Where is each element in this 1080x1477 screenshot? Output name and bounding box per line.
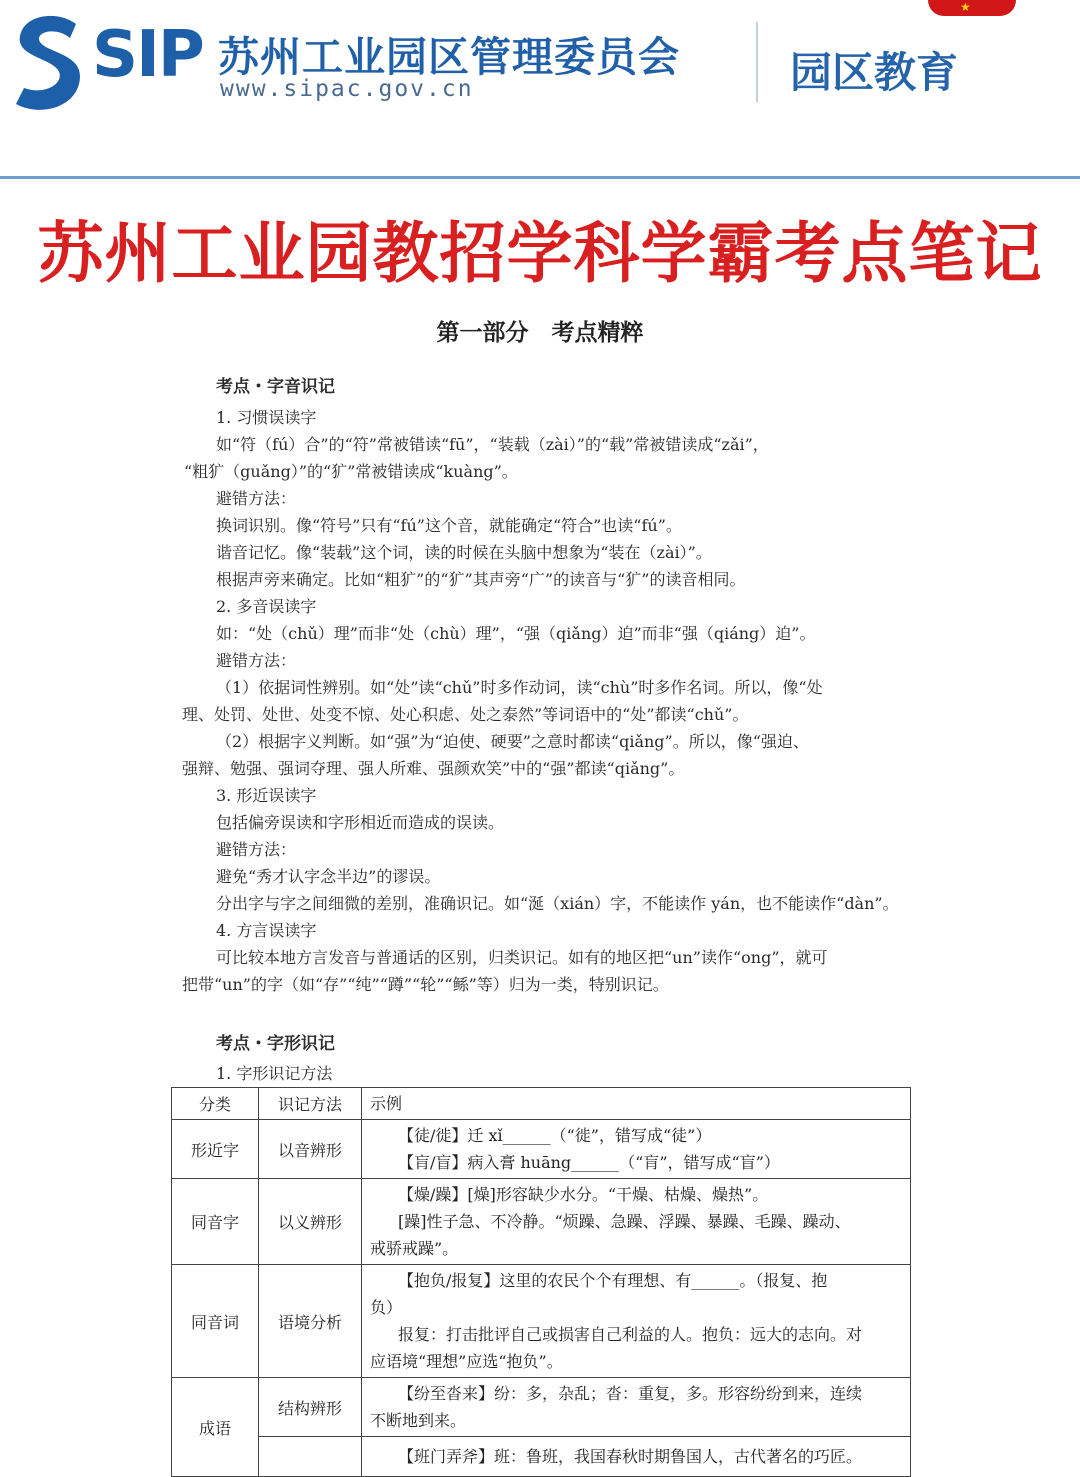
- example-line: 【徒/徙】迁 xǐ______（“徙”，错写成“徒”）: [398, 1126, 712, 1145]
- example-line: [躁]性子急、不冷静。“烦躁、急躁、浮躁、暴躁、毛躁、躁动、: [398, 1212, 851, 1231]
- doc-line: 可比较本地方言发音与普通话的区别，归类识记。如有的地区把“un”读作“ong”，就可: [216, 948, 828, 967]
- example-line: 不断地到来。: [370, 1411, 467, 1430]
- doc-line: 把带“un”的字（如“存”“纯”“蹲”“轮”“鲧”等）归为一类，特别识记。: [182, 975, 669, 994]
- table-row: [172, 1120, 911, 1179]
- table-header: 识记方法: [259, 1088, 362, 1120]
- table-cell-examples: [362, 1120, 911, 1179]
- site-header: [0, 0, 1080, 175]
- table-cell-examples: [362, 1378, 911, 1437]
- table-header-row: [172, 1088, 911, 1120]
- example-line: 应语境“理想”应选“抱负”。: [370, 1352, 563, 1371]
- doc-line: 3. 形近误读字: [216, 786, 317, 805]
- sip-logo-icon: [6, 10, 88, 114]
- table-header: 分类: [172, 1088, 259, 1120]
- table-cell-method: 语境分析: [259, 1265, 362, 1378]
- doc-line: 如“符（fú）合”的“符”常被错读“fū”，“装载（zài）”的“载”常被错读成“zǎi”，: [216, 435, 769, 454]
- main-title: 苏州工业园教招学科学霸考点笔记: [37, 215, 1043, 292]
- table-cell-method: 以音辨形: [259, 1120, 362, 1179]
- doc-line: 分出字与字之间细微的差别，准确识记。如“涎（xián）字，不能读作 yán，也不能读作“dàn”。: [216, 894, 899, 913]
- part-title: 第一部分 考点精粹: [436, 319, 644, 346]
- example-line: 【纷至沓来】纷：多，杂乱；沓：重复，多。形容纷纷到来，连续: [398, 1384, 863, 1403]
- glyph-method-table: [171, 1087, 911, 1477]
- table-cell-method: [259, 1437, 362, 1477]
- table-row: [172, 1437, 911, 1477]
- doc-line: 2. 多音误读字: [216, 597, 317, 616]
- table-cell-category: 成语: [172, 1378, 259, 1477]
- example-line: 【班门弄斧】班：鲁班，我国春秋时期鲁国人，古代著名的巧匠。: [398, 1447, 863, 1466]
- logo-text: SIP: [92, 18, 203, 92]
- table-cell-method: 结构辨形: [259, 1378, 362, 1437]
- doc-line: 避错方法：: [216, 489, 297, 508]
- table-cell-examples: [362, 1437, 911, 1477]
- table-row: [172, 1378, 911, 1437]
- doc-line: 包括偏旁误读和字形相近而造成的误读。: [216, 813, 505, 832]
- example-line: 【抱负/报复】这里的农民个个有理想、有______。（报复、抱: [398, 1271, 828, 1290]
- table-row: [172, 1179, 911, 1265]
- doc-line: 换词识别。像“符号”只有“fú”这个音，就能确定“符合”也读“fú”。: [216, 516, 682, 535]
- doc-line: 避错方法：: [216, 840, 297, 859]
- org-url[interactable]: www.sipac.gov.cn: [220, 76, 474, 102]
- example-line: 戒骄戒躁”。: [370, 1239, 459, 1258]
- doc-line: 1. 习惯误读字: [216, 408, 317, 427]
- table-cell-category: 形近字: [172, 1120, 259, 1179]
- emblem-star-icon: ★: [960, 0, 971, 14]
- national-emblem-icon: [928, 0, 1016, 16]
- doc-line: “粗犷（guǎng）”的“犷”常被错读成“kuàng”。: [184, 462, 518, 481]
- doc-line: 根据声旁来确定。比如“粗犷”的“犷”其声旁“广”的读音与“犷”的读音相同。: [216, 570, 746, 589]
- doc-line: 避免“秀才认字念半边”的谬误。: [216, 867, 441, 886]
- doc-line: 谐音记忆。像“装载”这个词，读的时候在头脑中想象为“装在（zài）”。: [216, 543, 712, 562]
- org-name: 苏州工业园区管理委员会: [218, 33, 680, 81]
- example-line: 【燥/躁】[燥]形容缺少水分。“干燥、枯燥、燥热”。: [398, 1185, 769, 1204]
- table-cell-category: 同音词: [172, 1265, 259, 1378]
- header-divider: [756, 22, 758, 102]
- table-cell-method: 以义辨形: [259, 1179, 362, 1265]
- section2-heading: 考点・字形识记: [216, 1034, 335, 1054]
- section1-heading: 考点・字音识记: [216, 377, 335, 397]
- doc-line: 理、处罚、处世、处变不惊、处心积虑、处之泰然”等词语中的“处”都读“chǔ”。: [182, 705, 749, 724]
- section-tag: 园区教育: [790, 48, 959, 97]
- doc-line: （1）依据词性辨别。如“处”读“chǔ”时多作动词，读“chù”时多作名词。所以，像“处: [216, 678, 823, 697]
- example-line: 报复：打击批评自己或损害自己利益的人。抱负：远大的志向。对: [398, 1325, 863, 1344]
- table-header: 示例: [362, 1088, 911, 1120]
- doc-line: 如：“处（chǔ）理”而非“处（chù）理”，“强（qiǎng）迫”而非“强（qiáng）迫”。: [216, 624, 816, 643]
- table-cell-examples: [362, 1265, 911, 1378]
- table-cell-examples: [362, 1179, 911, 1265]
- doc-line: （2）根据字义判断。如“强”为“迫使、硬要”之意时都读“qiǎng”。所以，像“强迫、: [216, 732, 809, 751]
- header-rule: [0, 176, 1080, 179]
- doc-line: 避错方法：: [216, 651, 297, 670]
- example-line: 【肓/盲】病入膏 huāng______（“肓”，错写成“盲”）: [398, 1153, 780, 1172]
- table-row: [172, 1265, 911, 1378]
- table-cell-category: 同音字: [172, 1179, 259, 1265]
- doc-line: 4. 方言误读字: [216, 921, 317, 940]
- example-line: 负）: [370, 1298, 403, 1317]
- section2-subheading: 1. 字形识记方法: [216, 1064, 333, 1083]
- doc-line: 强辩、勉强、强词夺理、强人所难、强颜欢笑”中的“强”都读“qiǎng”。: [182, 759, 685, 778]
